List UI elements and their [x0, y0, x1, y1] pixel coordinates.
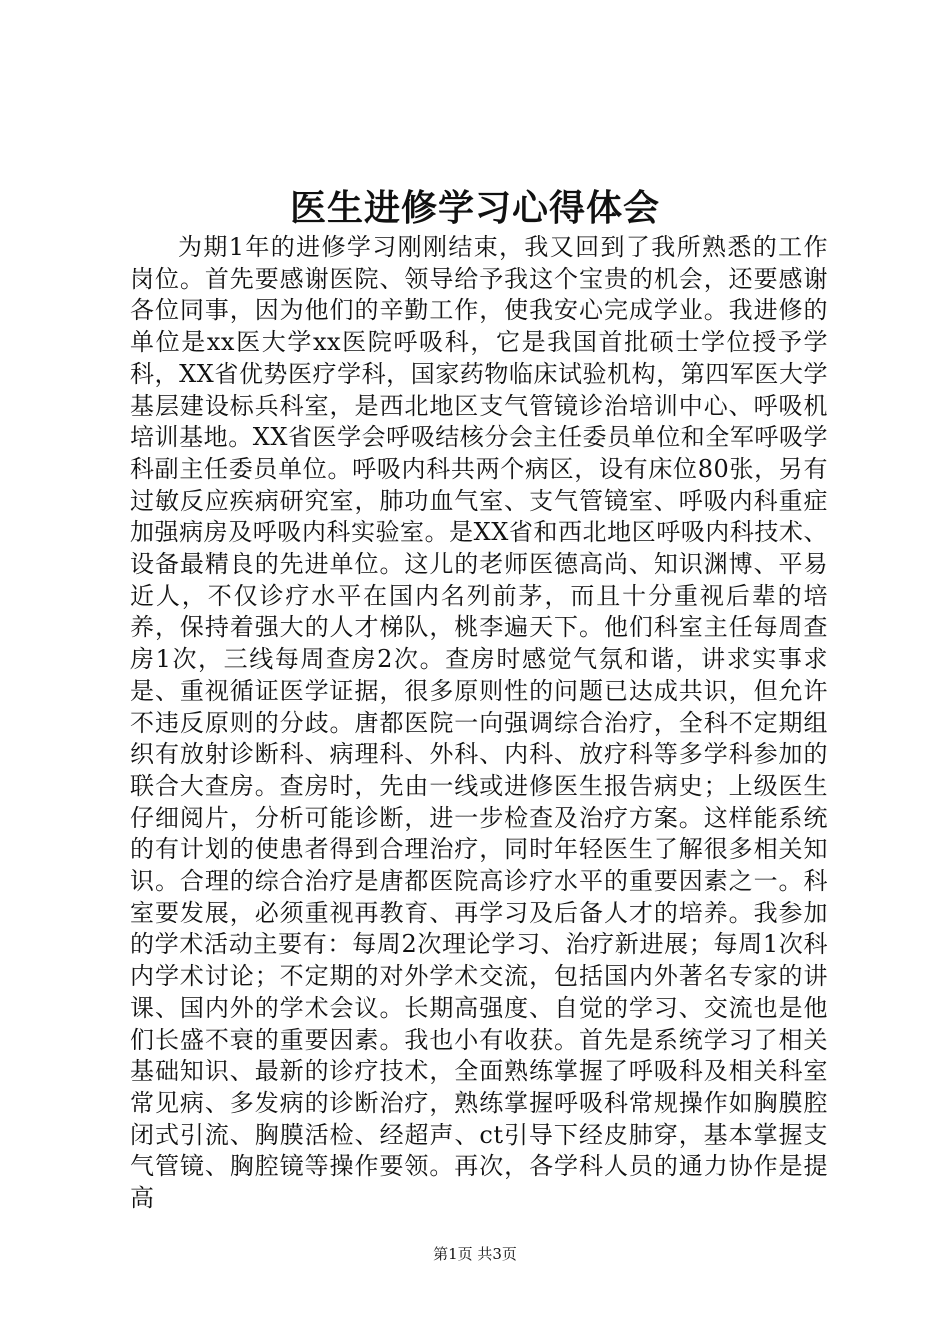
document-title: 医生进修学习心得体会: [289, 187, 660, 229]
document-body-paragraph: 为期1年的进修学习刚刚结束，我又回到了我所熟悉的工作岗位。首先要感谢医院、领导给予我这个宝贵的机会，还要感谢各位同事，因为他们的辛勤工作，使我安心完成学业。我进修的单位是xx医大学xx医院呼吸科，它是我国首批硕士学位授予学科，XX省优势医疗学科，国家药物临床试验机构，第四军医大学基层建设标兵科室，是西北地区支气管镜诊治培训中心、呼吸机培训基地。XX省医学会呼吸结核分会主任委员单位和全军呼吸学科副主任委员单位。呼吸内科共两个病区，设有床位80张，另有过敏反应疾病研究室，肺功血气室、支气管镜室、呼吸内科重症加强病房及呼吸内科实验室。是XX省和西北地区呼吸内科技术、设备最精良的先进单位。这儿的老师医德高尚、知识渊博、平易近人，不仅诊疗水平在国内名列前茅，而且十分重视后辈的培养，保持着强大的人才梯队，桃李遍天下。他们科室主任每周查房1次，三线每周查房2次。查房时感觉气氛和谐，讲求实事求是、重视循证医学证据，很多原则性的问题已达成共识，但允许不违反原则的分歧。唐都医院一向强调综合治疗，全科不定期组织有放射诊断科、病理科、外科、内科、放疗科等多学科参加的联合大查房。查房时，先由一线或进修医生报告病史；上级医生仔细阅片，分析可能诊断，进一步检查及治疗方案。这样能系统的有计划的使患者得到合理治疗，同时年轻医生了解很多相关知识。合理的综合治疗是唐都医院高诊疗水平的重要因素之一。科室要发展，必须重视再教育、再学习及后备人才的培养。我参加的学术活动主要有：每周2次理论学习、治疗新进展；每周1次科内学术讨论；不定期的对外学术交流，包括国内外著名专家的讲课、国内外的学术会议。长期高强度、自觉的学习、交流也是他们长盛不衰的重要因素。我也小有收获。首先是系统学习了相关基础知识、最新的诊疗技术，全面熟练掌握了呼吸科及相关科室常见病、多发病的诊断治疗，熟练掌握呼吸科常规操作如胸膜腔闭式引流、胸膜活检、经超声、ct引导下经皮肺穿，基本掌握支气管镜、胸腔镜等操作要领。再次，各学科人员的通力协作是提高: [130, 233, 828, 1213]
page-number-footer: 第1页 共3页: [433, 1245, 517, 1263]
